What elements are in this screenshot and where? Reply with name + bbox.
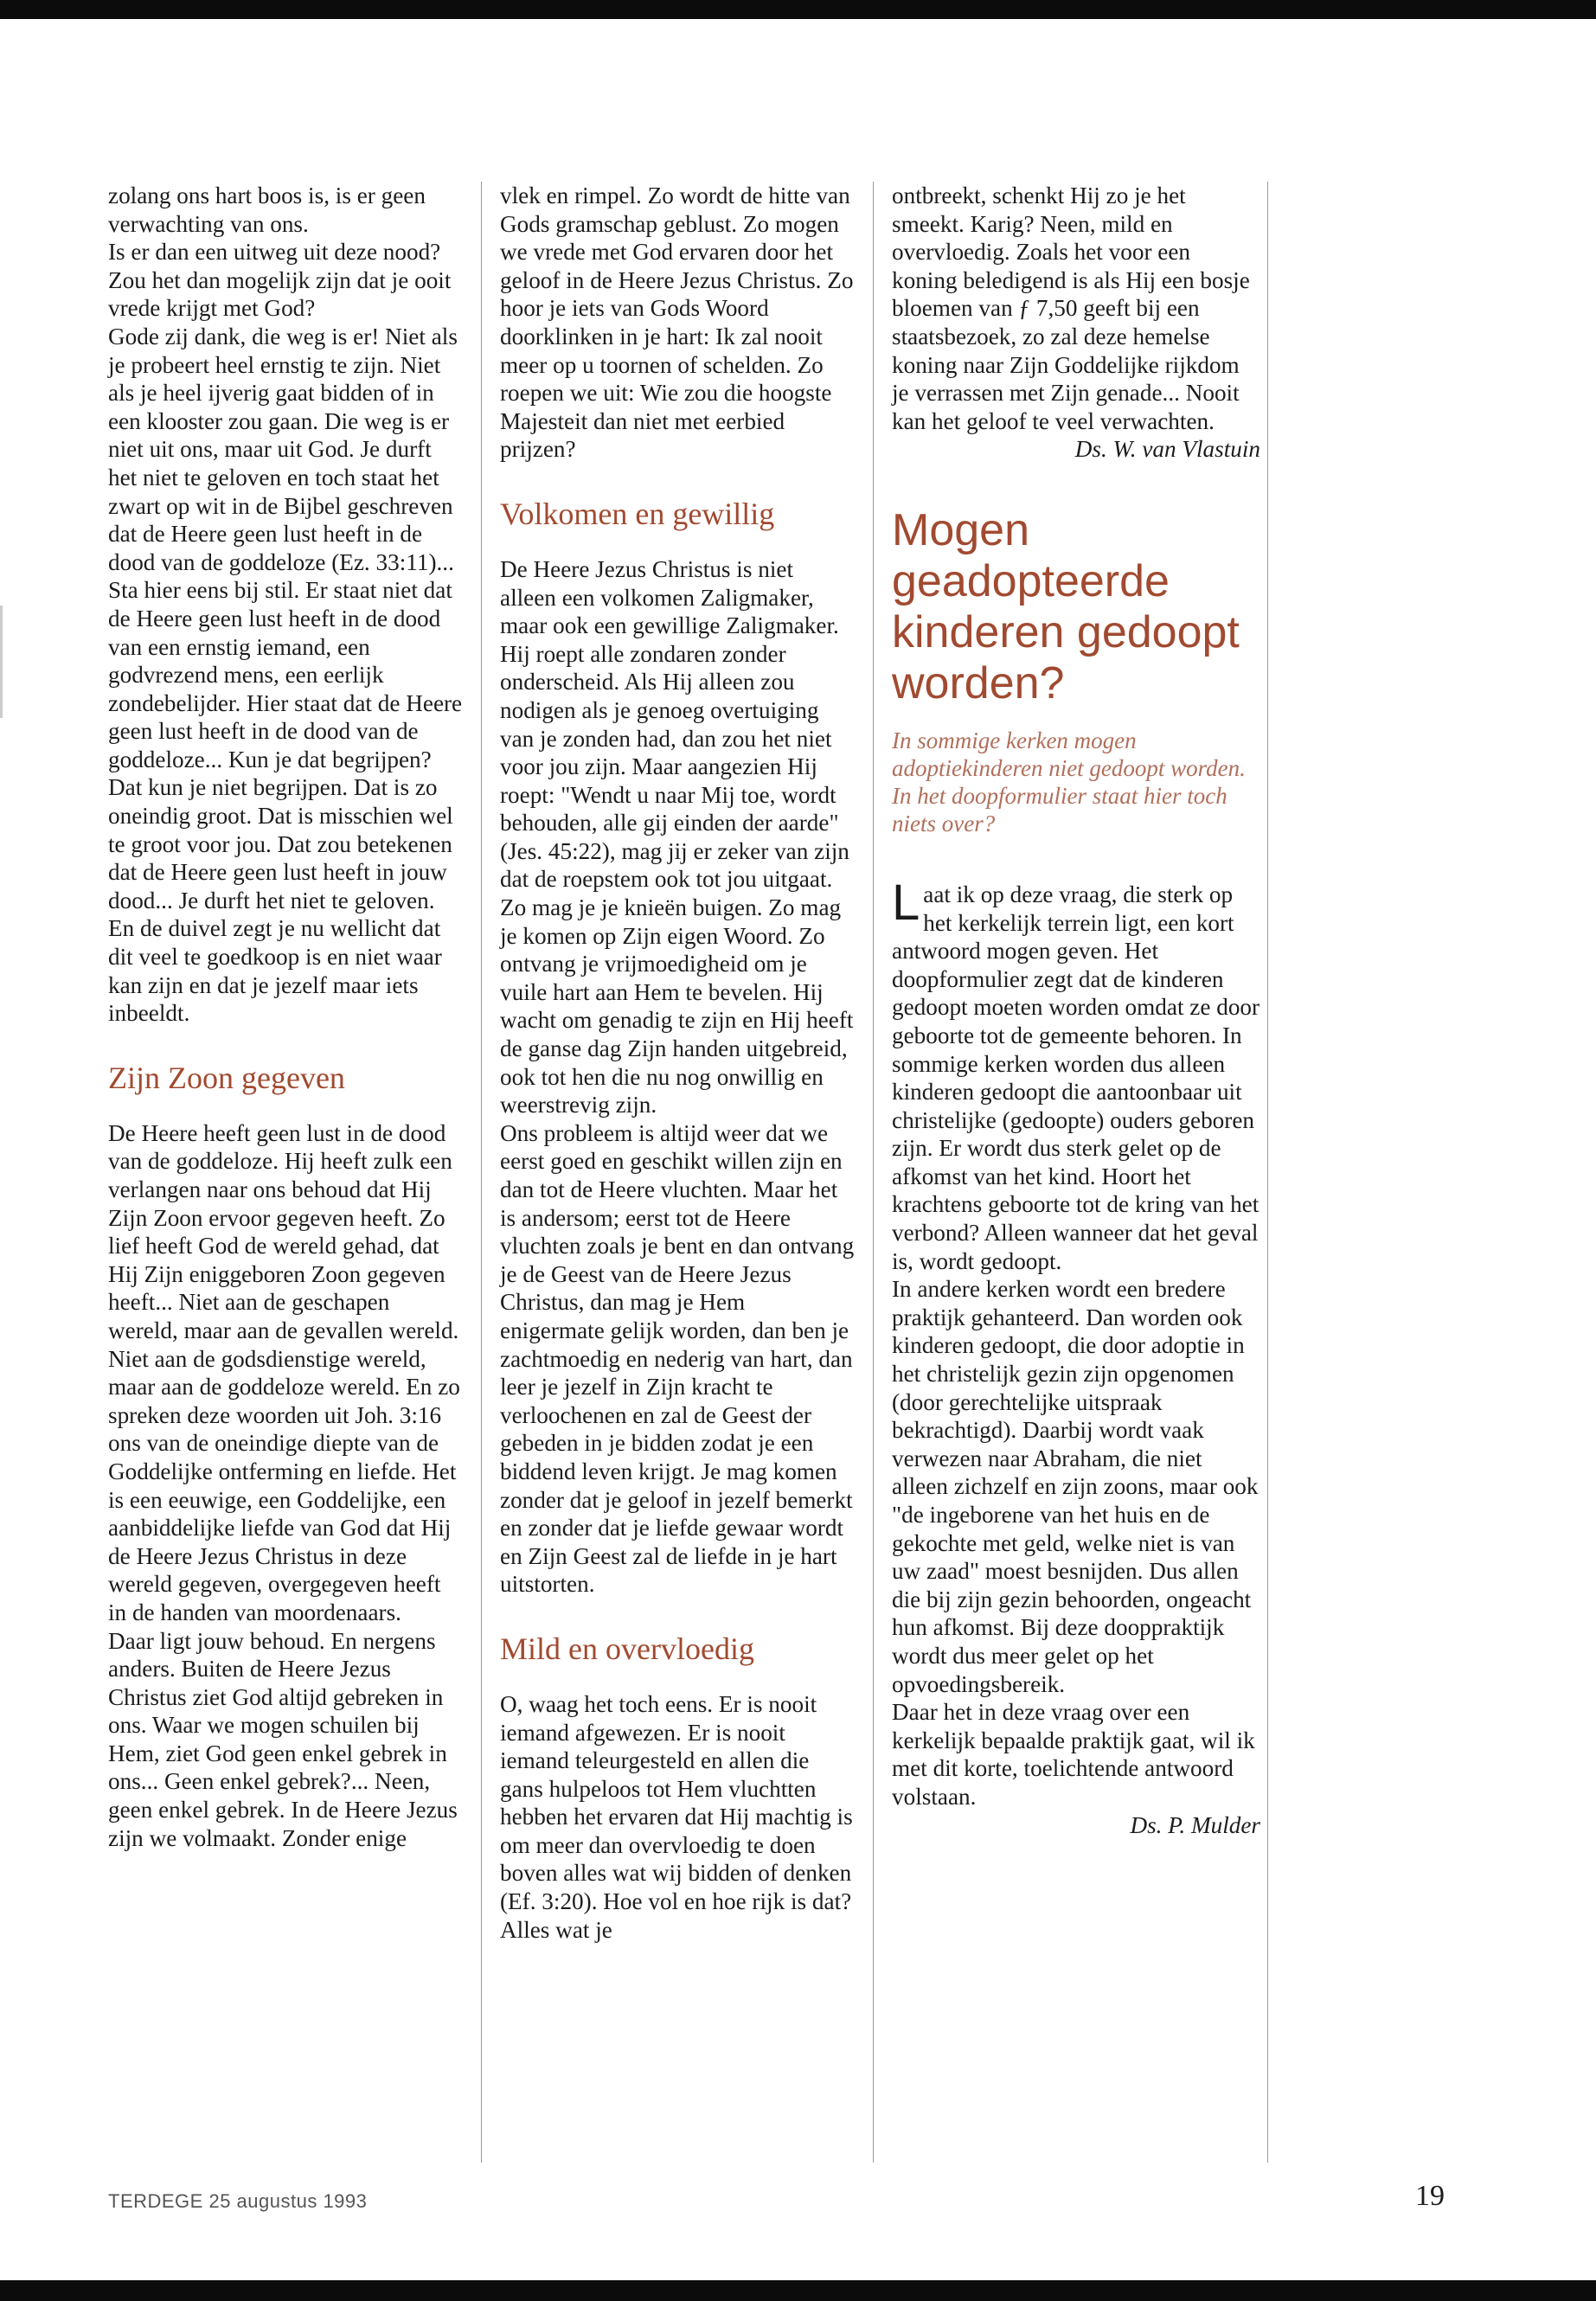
article-title: Mogen geadopteerde kinderen gedoopt worden? [892, 504, 1240, 708]
scan-edge-mark [0, 606, 3, 718]
paragraph: zolang ons hart boos is, is er geen verwachting van ons. [108, 183, 426, 237]
paragraph-with-dropcap [892, 874, 1260, 1275]
page-number: 19 [1415, 2180, 1445, 2212]
scan-border-top [0, 0, 1596, 19]
paragraph: De Heere Jezus Christus is niet alleen een volkomen Zaligmaker, maar ook een gewillige Zaligmaker. Hij roept alle zondaren zonder onderscheid. Als Hij alleen zou nodigen als je genoeg overtuiging van je zonden had, dan zou het niet voor jou zijn. Maar aangezien Hij roept: "Wendt u naar Mij toe, wordt behouden, alle gij einden der aarde" (Jes. 45:22), mag jij er zeker van zijn dat de roepstem ook tot jou uitgaat. Zo mag je je knieën buigen. Zo mag je komen op Zijn eigen Woord. Zo ontvang je vrijmoedigheid om je vuile hart aan Hem te bevelen. Hij wacht om genadig te zijn en Hij heeft de ganse dag Zijn handen uitgebreid, ook tot hen die nu nog onwillig en weerstrevig zijn. [500, 555, 854, 1118]
paragraph: De Heere heeft geen lust in de dood van de goddeloze. Hij heeft zulk een verlangen naar ons behoud dat Hij Zijn Zoon ervoor gegeven heeft. Zo lief heeft God de wereld gehad, dat Hij Zijn eniggeboren Zoon gegeven heeft... Niet aan de geschapen wereld, maar aan de gevallen wereld. Niet aan de godsdienstige wereld, maar aan de goddeloze wereld. En zo spreken deze woorden uit Joh. 3:16 ons van de oneindige diepte van de Goddelijke ontferming en liefde. Het is een eeuwige, een Goddelijke, een aanbiddelijke liefde van God dat Hij de Heere Jezus Christus in deze wereld gegeven, overgegeven heeft in de handen van moordenaars. [108, 1119, 460, 1625]
scan-border-bottom [0, 2280, 1596, 2301]
column-divider [481, 182, 482, 2163]
column-divider [1267, 182, 1268, 2163]
paragraph: In andere kerken wordt een bredere praktijk gehanteerd. Dan worden ook kinderen gedoopt, die door adoptie in het christelijk gezin zijn opgenomen (door gerechtelijke uitspraak bekrachtigd). Daarbij wordt vaak verwezen naar Abraham, die niet alleen zichzelf en zijn zoons, maar ook "de ingeborene van het huis en de gekochte met geld, welke niet is van uw zaad" moest besnijden. Dus allen die bij zijn gezin behoorden, ongeacht hun afkomst. Bij deze dooppraktijk wordt dus meer gelet op het opvoedingsbereik. [892, 1276, 1259, 1697]
section-heading: Mild en overvloedig [500, 1631, 754, 1666]
text-column-3 [892, 182, 1260, 1839]
paragraph: Daar het in deze vraag over een kerkelijk bepaalde praktijk gaat, wil ik met dit korte, toelichtende antwoord volstaan. [892, 1699, 1255, 1810]
paragraph: Ons probleem is altijd weer dat we eerst goed en geschikt willen zijn en dan tot de Heere vluchten. Maar het is andersom; eerst tot de Heere vluchten zoals je bent en dan ontvang je de Geest van de Heere Jezus Christus, dan mag je Hem enigermate gelijk worden, dan ben je zachtmoedig en nederig van hart, dan leer je jezelf in Zijn kracht te verloochenen en zal de Geest der gebeden in je bidden zodat je een biddend leven krijgt. Je mag komen zonder dat je geloof in jezelf bemerkt en zonder dat je liefde gewaar wordt en Zijn Geest zal de liefde in je hart uitstorten. [500, 1119, 855, 1598]
paragraph: Daar ligt jouw behoud. En nergens anders. Buiten de Heere Jezus Christus ziet God altijd gebreken in ons. Waar we mogen schuilen bij Hem, ziet God geen enkel gebrek in ons... Geen enkel gebrek?... Neen, geen enkel gebrek. In de Heere Jezus zijn we volmaakt. Zonder enige [108, 1627, 458, 1851]
paragraph: ontbreekt, schenkt Hij zo je het smeekt. Karig? Neen, mild en overvloedig. Zoals het voor een koning beledigend is als Hij een bosje bloemen van ƒ 7,50 geeft bij een staatsbezoek, zo zal deze hemelse koning naar Zijn Goddelijke rijkdom je verrassen met Zijn genade... Nooit kan het geloof te veel verwachten. [892, 183, 1250, 434]
author-signature: Ds. P. Mulder [1130, 1811, 1260, 1838]
text-column-1 [108, 182, 463, 1852]
article-lede: In sommige kerken mogen adoptiekinderen niet gedoopt worden. In het doopformulier staat hier toch niets over? [892, 727, 1246, 836]
author-signature: Ds. W. van Vlastuin [1074, 436, 1260, 463]
section-heading: Volkomen en gewillig [500, 496, 775, 531]
paragraph: Sta hier eens bij stil. Er staat niet dat de Heere geen lust heeft in de dood van een ernstig iemand, een godvrezend mens, een eerlijk zondebelijder. Hier staat dat de Heere geen lust heeft in de dood van de goddeloze... Kun je dat begrijpen? Dat kun je niet begrijpen. Dat is zo oneindig groot. Dat is misschien wel te groot voor jou. Dat zou betekenen dat de Heere geen lust heeft in jouw dood... Je durft het niet te geloven. En de duivel zegt je nu wellicht dat dit veel te goedkoop is en niet waar kan zijn en dat je jezelf maar iets inbeeldt. [108, 577, 463, 1027]
paragraph: Gode zij dank, die weg is er! Niet als je probeert heel ernstig te zijn. Niet als je heel ijverig gaat bidden of in een klooster zou gaan. Die weg is er niet uit ons, maar uit God. Je durft het niet te geloven en toch staat het zwart op wit in de Bijbel geschreven dat de Heere geen lust heeft in de dood van de goddeloze (Ez. 33:11)... [108, 323, 458, 575]
paragraph: Is er dan een uitweg uit deze nood? Zou het dan mogelijk zijn dat je ooit vrede krijgt met God? [108, 239, 452, 322]
paragraph: vlek en rimpel. Zo wordt de hitte van Gods gramschap geblust. Zo mogen we vrede met God ervaren door het geloof in de Heere Jezus Christus. Zo hoor je iets van Gods Woord doorklinken in je hart: Ik zal nooit meer op u toornen of schelden. Zo roepen we uit: Wie zou die hoogste Majesteit dan niet met eerbied prijzen? [500, 183, 854, 463]
column-divider [873, 182, 874, 2163]
paragraph: O, waag het toch eens. Er is nooit iemand afgewezen. Er is nooit iemand teleurgesteld en allen die gans hulpeloos tot Hem vluchtten hebben het ervaren dat Hij machtig is om meer dan overvloedig te doen boven alles wat wij bidden of denken (Ef. 3:20). Hoe vol en hoe rijk is dat? Alles wat je [500, 1690, 853, 1943]
section-heading: Zijn Zoon gegeven [108, 1060, 345, 1095]
text-column-2 [500, 182, 855, 1944]
drop-cap: L [892, 874, 920, 931]
publication-footer: TERDEGE 25 augustus 1993 [108, 2190, 368, 2212]
paragraph-text: aat ik op deze vraag, die sterk op het kerkelijk terrein ligt, een kort antwoord mogen geven. Het doopformulier zegt dat de kinderen gedoopt moeten worden omdat ze door geboorte tot de gemeente behoren. In sommige kerken worden dus alleen kinderen gedoopt die aantoonbaar uit christelijke (gedoopte) ouders geboren zijn. Er wordt dus sterk gelet op de afkomst van het kind. Hoort het krachtens geboorte tot de kring van het verbond? Alleen wanneer dat het geval is, wordt gedoopt. [892, 881, 1260, 1274]
